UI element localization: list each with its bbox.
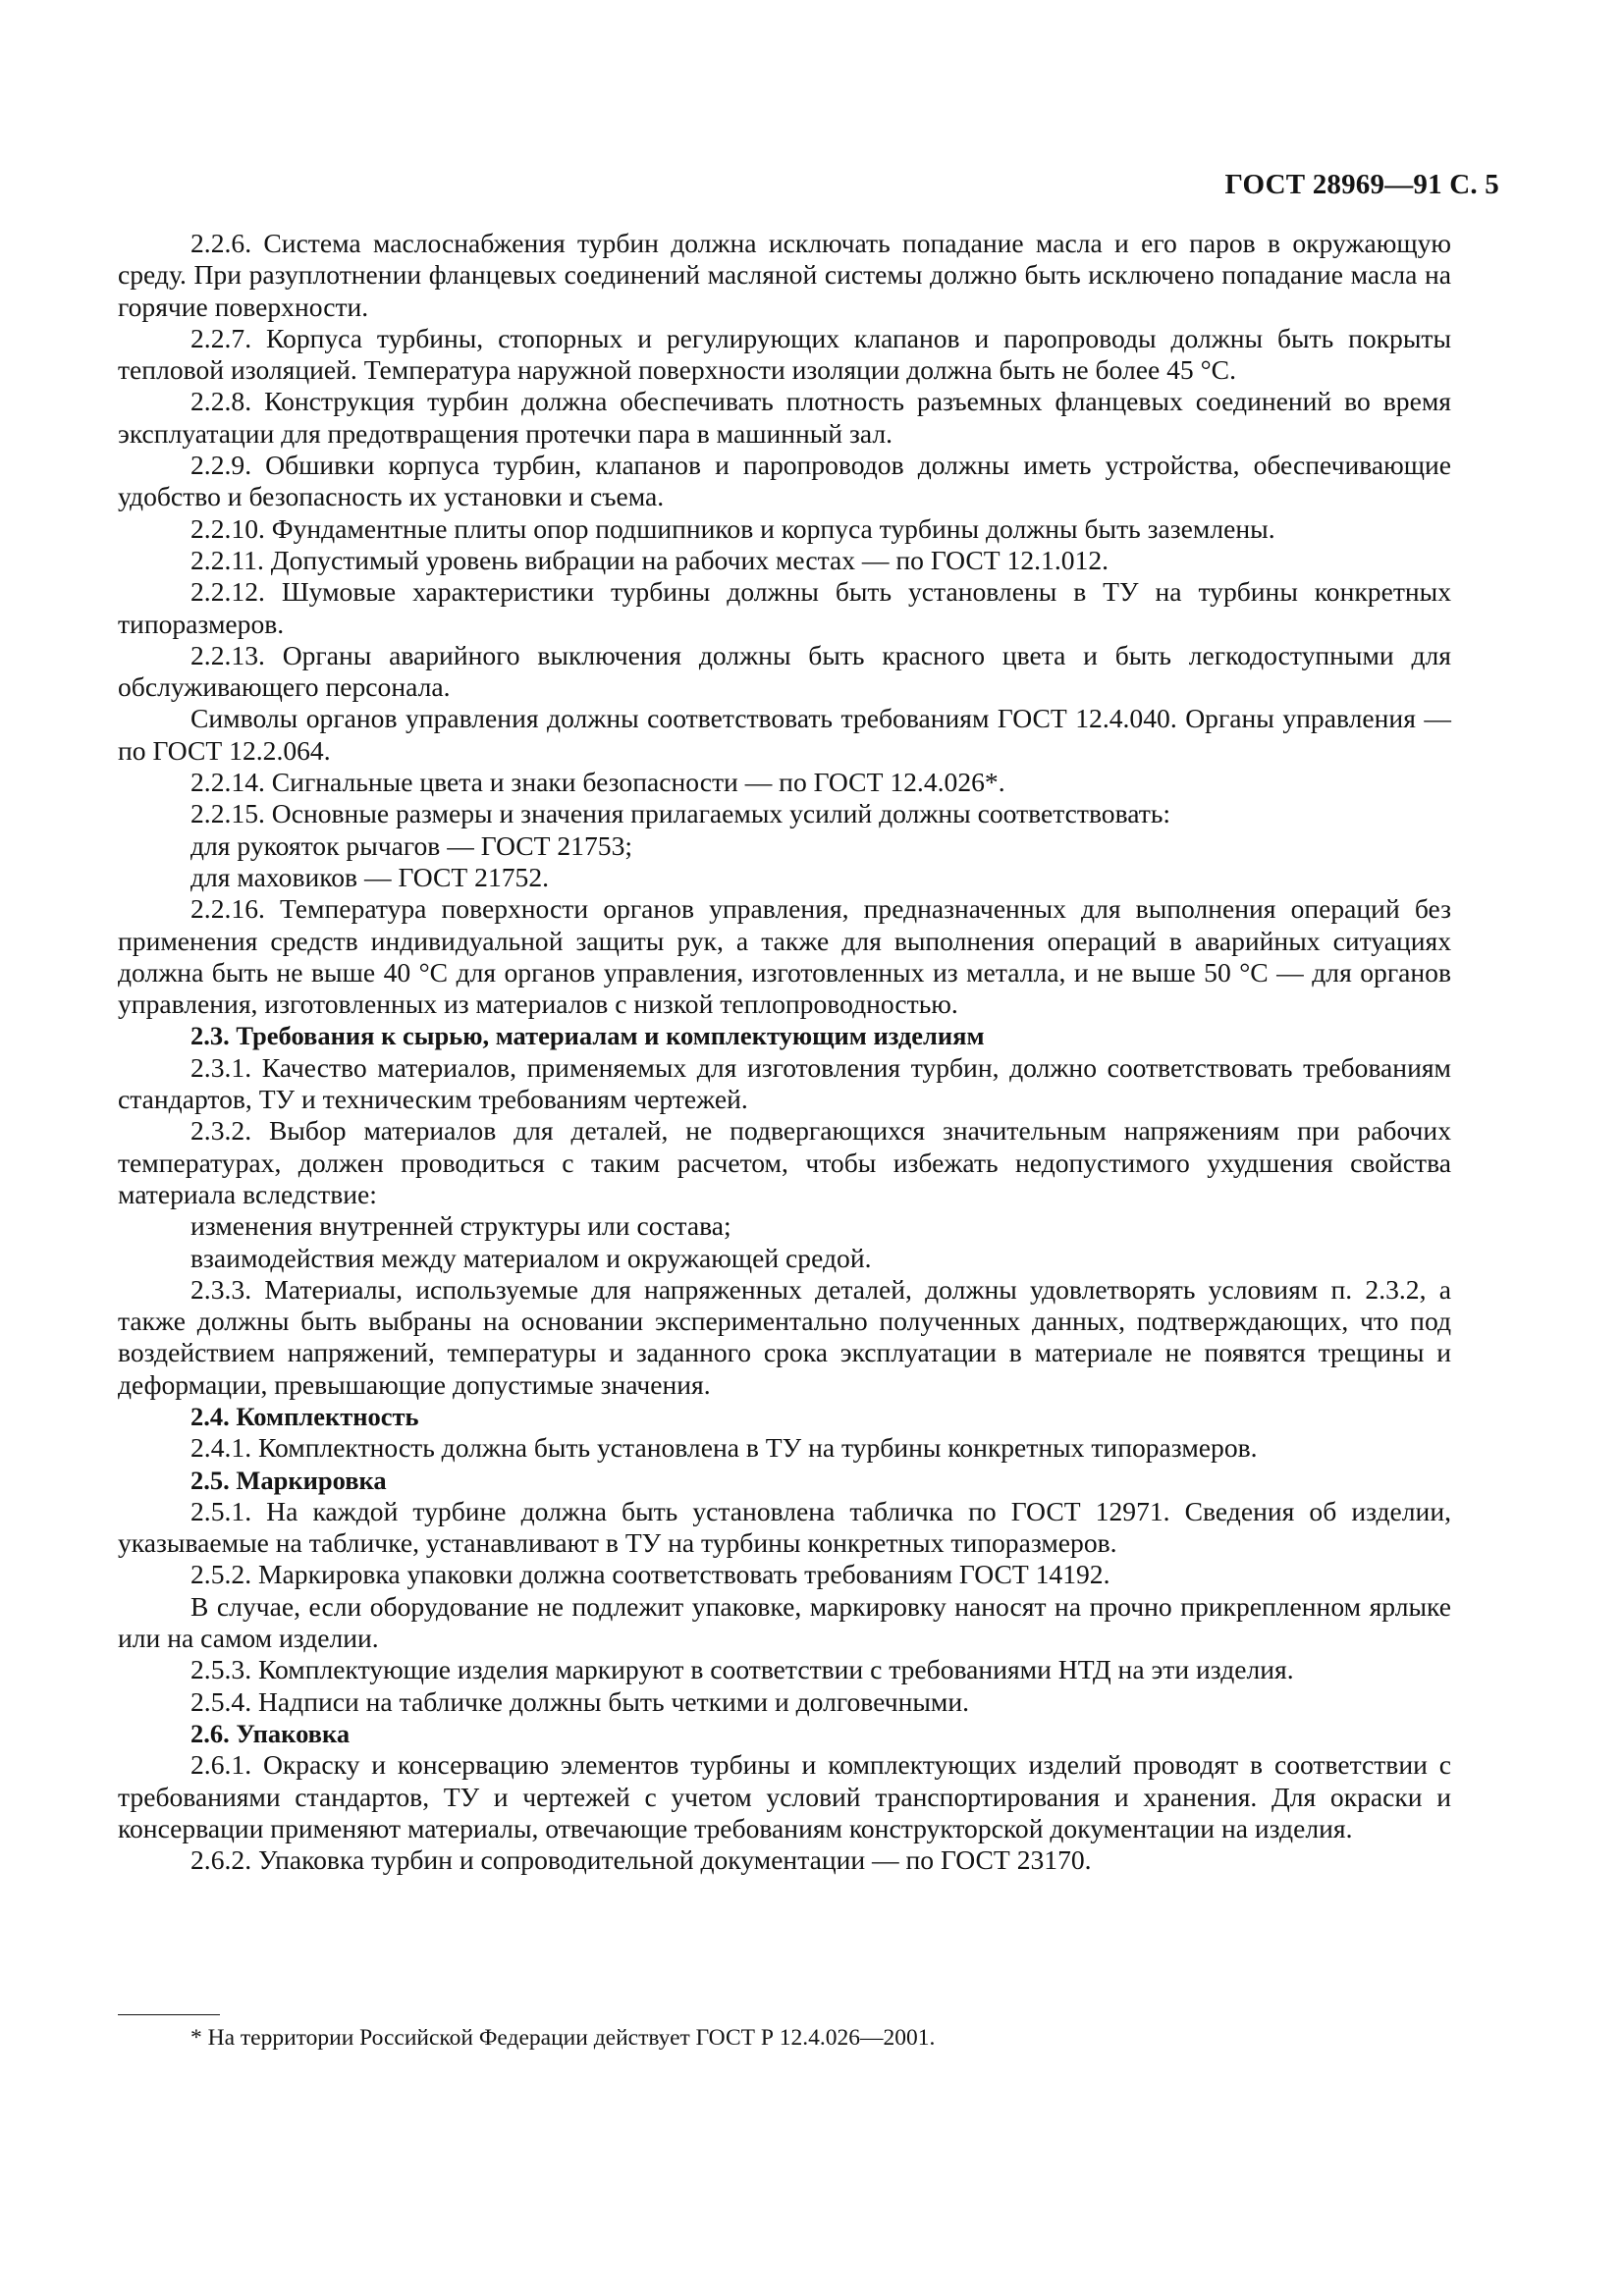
paragraph: 2.2.16. Температура поверхности органов управления, предназначенных для выполнения операций без применения средств индивидуальной защиты рук, а также для выполнения операций в аварийных ситуациях должна быть не выше 40 °С для органов управления, изготовленных из металла, и не выше 50 °С — для органов управления, изготовленных из материалов с низкой теплопроводностью. <box>118 893 1451 1020</box>
paragraph: 2.5.1. На каждой турбине должна быть установлена табличка по ГОСТ 12971. Сведения об изделии, указываемые на табличке, устанавливают в ТУ на турбины конкретных типоразмеров. <box>118 1495 1451 1559</box>
paragraph: 2.2.13. Органы аварийного выключения должны быть красного цвета и быть легкодоступными для обслуживающего персонала. <box>118 639 1451 703</box>
paragraph: 2.3.3. Материалы, используемые для напряженных деталей, должны удовлетворять условиям п. 2.3.2, а также должны быть выбраны на основании экспериментально полученных данных, подтверждающих, что под воздействием напряжений, температуры и заданного срока эксплуатации в материале не появятся трещины и деформации, превышающие допустимые значения. <box>118 1273 1451 1400</box>
paragraph: 2.6.2. Упаковка турбин и сопроводительной документации — по ГОСТ 23170. <box>190 1844 1092 1876</box>
paragraph: 2.2.8. Конструкция турбин должна обеспечивать плотность разъемных фланцевых соединений во время эксплуатации для предотвращения протечки пара в машинный зал. <box>118 386 1451 449</box>
section-heading: 2.4. Комплектность <box>190 1401 419 1431</box>
paragraph: 2.2.14. Сигнальные цвета и знаки безопасности — по ГОСТ 12.4.026*. <box>190 767 1005 798</box>
paragraph: 2.2.7. Корпуса турбины, стопорных и регулирующих клапанов и паропроводы должны быть покрыты тепловой изоляцией. Температура наружной поверхности изоляции должна быть не более 45 °С. <box>118 322 1451 386</box>
paragraph: Символы органов управления должны соответствовать требованиям ГОСТ 12.4.040. Органы управления — по ГОСТ 12.2.064. <box>118 703 1451 766</box>
paragraph: 2.2.12. Шумовые характеристики турбины должны быть установлены в ТУ на турбины конкретных типоразмеров. <box>118 576 1451 639</box>
paragraph: 2.2.15. Основные размеры и значения прилагаемых усилий должны соответствовать: <box>190 798 1171 829</box>
paragraph: 2.2.9. Обшивки корпуса турбин, клапанов и паропроводов должны иметь устройства, обеспечивающие удобство и безопасность их установки и съема. <box>118 450 1451 512</box>
paragraph: 2.5.4. Надписи на табличке должны быть четкими и долговечными. <box>190 1685 970 1717</box>
paragraph: 2.5.2. Маркировка упаковки должна соответствовать требованиям ГОСТ 14192. <box>190 1559 1110 1590</box>
section-heading: 2.3. Требования к сырью, материалам и комплектующим изделиям <box>190 1021 985 1051</box>
paragraph: 2.2.6. Система маслоснабжения турбин должна исключать попадание масла и его паров в окружающую среду. При разуплотнении фланцевых соединений масляной системы должно быть исключено попадание масла на горячие поверхности. <box>118 228 1451 322</box>
footnote: * На территории Российской Федерации действует ГОСТ Р 12.4.026—2001. <box>190 2025 936 2051</box>
footnote-divider <box>118 2014 220 2015</box>
paragraph: 2.5.3. Комплектующие изделия маркируют в соответствии с требованиями НТД на эти изделия. <box>190 1654 1294 1685</box>
paragraph: 2.6.1. Окраску и консервацию элементов турбины и комплектующих изделий проводят в соответствии с требованиями стандартов, ТУ и чертежей с учетом условий транспортирования и хранения. Для окраски и консервации применяют материалы, отвечающие требованиям конструкторской документации на изделия. <box>118 1749 1451 1843</box>
paragraph: взаимодействия между материалом и окружающей средой. <box>190 1242 872 1273</box>
section-heading: 2.5. Маркировка <box>190 1465 387 1495</box>
paragraph: 2.2.10. Фундаментные плиты опор подшипников и корпуса турбины должны быть заземлены. <box>190 512 1275 544</box>
paragraph: для маховиков — ГОСТ 21752. <box>190 861 550 892</box>
page-header: ГОСТ 28969—91 С. 5 <box>1224 169 1499 200</box>
paragraph: изменения внутренней структуры или состава; <box>190 1210 731 1242</box>
paragraph: 2.4.1. Комплектность должна быть установлена в ТУ на турбины конкретных типоразмеров. <box>190 1432 1258 1464</box>
document-body <box>118 228 1451 1876</box>
paragraph: 2.3.2. Выбор материалов для деталей, не подвергающихся значительным напряжениям при рабочих температурах, должен проводиться с таким расчетом, чтобы избежать недопустимого ухудшения свойства материала вследствие: <box>118 1115 1451 1209</box>
paragraph: 2.3.1. Качество материалов, применяемых для изготовления турбин, должно соответствовать требованиям стандартов, ТУ и техническим требованиям чертежей. <box>118 1051 1451 1115</box>
paragraph: В случае, если оборудование не подлежит упаковке, маркировку наносят на прочно прикрепленном ярлыке или на самом изделии. <box>118 1590 1451 1654</box>
section-heading: 2.6. Упаковка <box>190 1718 351 1748</box>
paragraph: 2.2.11. Допустимый уровень вибрации на рабочих местах — по ГОСТ 12.1.012. <box>190 544 1109 575</box>
paragraph: для рукояток рычагов — ГОСТ 21753; <box>190 829 633 861</box>
